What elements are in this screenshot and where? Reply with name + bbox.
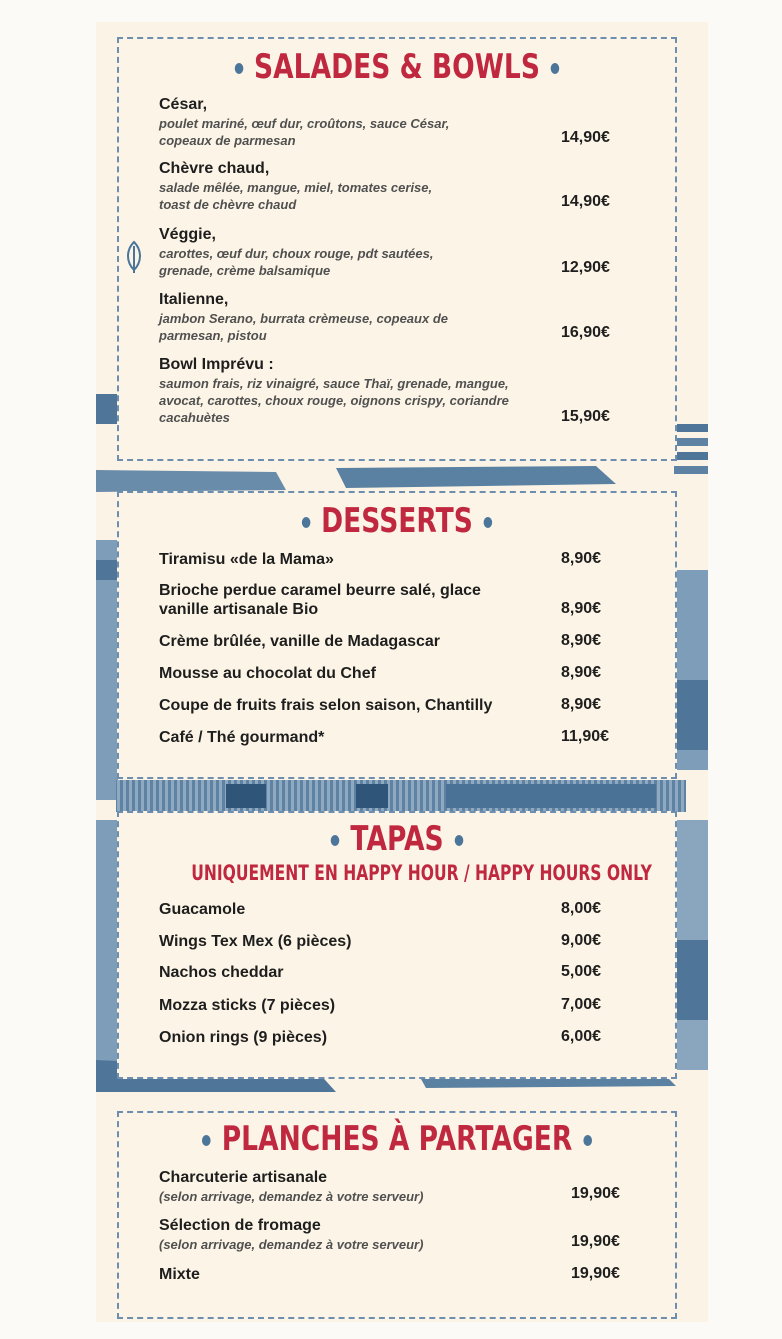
item-price: 8,90€ xyxy=(561,600,602,617)
section-planches xyxy=(117,1111,677,1319)
section-title: PLANCHES À PARTAGER xyxy=(180,1119,614,1159)
item-description: jambon Serano, burrata crèmeuse, copeaux de parmesan, pistou xyxy=(159,311,448,343)
item-description: saumon frais, riz vinaigré, sauce Thaï, grenade, mangue, avocat, carottes, choux rouge, oignons crispy, coriandre cacahuètes xyxy=(159,376,509,425)
item-price: 8,90€ xyxy=(561,550,602,567)
bullet-dot xyxy=(235,63,244,74)
item-name: César, xyxy=(159,96,208,113)
section-subtitle: UNIQUEMENT EN HAPPY HOUR / HAPPY HOURS ONLY xyxy=(191,861,652,885)
bullet-dot xyxy=(551,63,560,74)
item-name: Chèvre chaud, xyxy=(159,160,270,177)
item-price: 5,00€ xyxy=(561,963,602,980)
leaf-icon xyxy=(124,240,144,274)
item-price: 6,00€ xyxy=(561,1028,602,1045)
section-salades-bowls xyxy=(117,37,677,461)
menu-item xyxy=(159,95,449,149)
item-name: Brioche perdue caramel beurre salé, glace xyxy=(159,582,481,599)
item-name: Nachos cheddar xyxy=(159,964,284,981)
item-name: Mixte xyxy=(159,1266,200,1283)
item-name: Mozza sticks (7 pièces) xyxy=(159,997,336,1014)
item-price: 15,90€ xyxy=(561,408,610,425)
item-price: 8,90€ xyxy=(561,696,602,713)
item-price: 7,00€ xyxy=(561,996,602,1013)
item-name: Café / Thé gourmand* xyxy=(159,729,325,746)
item-name: Bowl Imprévu : xyxy=(159,356,274,373)
item-name: Sélection de fromage xyxy=(159,1217,321,1234)
item-price: 14,90€ xyxy=(561,193,610,210)
item-name: Onion rings (9 pièces) xyxy=(159,1029,328,1046)
item-price: 14,90€ xyxy=(561,129,610,146)
item-description: (selon arrivage, demandez à votre serveur) xyxy=(159,1237,424,1252)
section-title: DESSERTS xyxy=(180,501,614,541)
menu-item xyxy=(159,290,448,344)
bullet-dot xyxy=(302,517,311,528)
section-title: SALADES & BOWLS xyxy=(180,47,614,87)
menu-item xyxy=(159,355,509,426)
item-name: Charcuterie artisanale xyxy=(159,1169,328,1186)
section-tapas xyxy=(117,811,677,1079)
bullet-dot xyxy=(484,517,493,528)
menu-item xyxy=(159,159,432,213)
item-description: poulet mariné, œuf dur, croûtons, sauce César, copeaux de parmesan xyxy=(159,116,450,148)
section-desserts xyxy=(117,491,677,779)
item-price: 12,90€ xyxy=(561,259,610,276)
item-name: Véggie, xyxy=(159,226,216,243)
item-description: (selon arrivage, demandez à votre serveur) xyxy=(159,1189,424,1204)
item-price: 9,00€ xyxy=(561,932,602,949)
menu-item xyxy=(159,225,434,279)
item-name: Crème brûlée, vanille de Madagascar xyxy=(159,633,441,650)
item-price: 11,90€ xyxy=(561,728,610,745)
menu-item xyxy=(159,1216,423,1253)
item-price: 16,90€ xyxy=(561,324,610,341)
bullet-dot xyxy=(202,1135,211,1146)
item-price: 19,90€ xyxy=(571,1185,620,1202)
item-price: 8,90€ xyxy=(561,632,602,649)
item-name-line2: vanille artisanale Bio xyxy=(159,601,319,618)
menu-item xyxy=(159,1168,423,1205)
item-price: 19,90€ xyxy=(571,1265,620,1282)
item-name: Guacamole xyxy=(159,901,246,918)
item-name: Coupe de fruits frais selon saison, Chantilly xyxy=(159,697,493,714)
item-price: 8,90€ xyxy=(561,664,602,681)
item-name: Mousse au chocolat du Chef xyxy=(159,665,376,682)
item-name: Italienne, xyxy=(159,291,229,308)
bullet-dot xyxy=(583,1135,592,1146)
item-price: 19,90€ xyxy=(571,1233,620,1250)
section-title: TAPAS xyxy=(180,819,614,859)
item-name: Wings Tex Mex (6 pièces) xyxy=(159,933,352,950)
item-description: carottes, œuf dur, choux rouge, pdt sautées, grenade, crème balsamique xyxy=(159,246,434,278)
item-name: Tiramisu «de la Mama» xyxy=(159,551,334,568)
bullet-dot xyxy=(455,835,464,846)
bullet-dot xyxy=(331,835,340,846)
item-description: salade mêlée, mangue, miel, tomates cerise, toast de chèvre chaud xyxy=(159,180,433,212)
item-price: 8,00€ xyxy=(561,900,602,917)
